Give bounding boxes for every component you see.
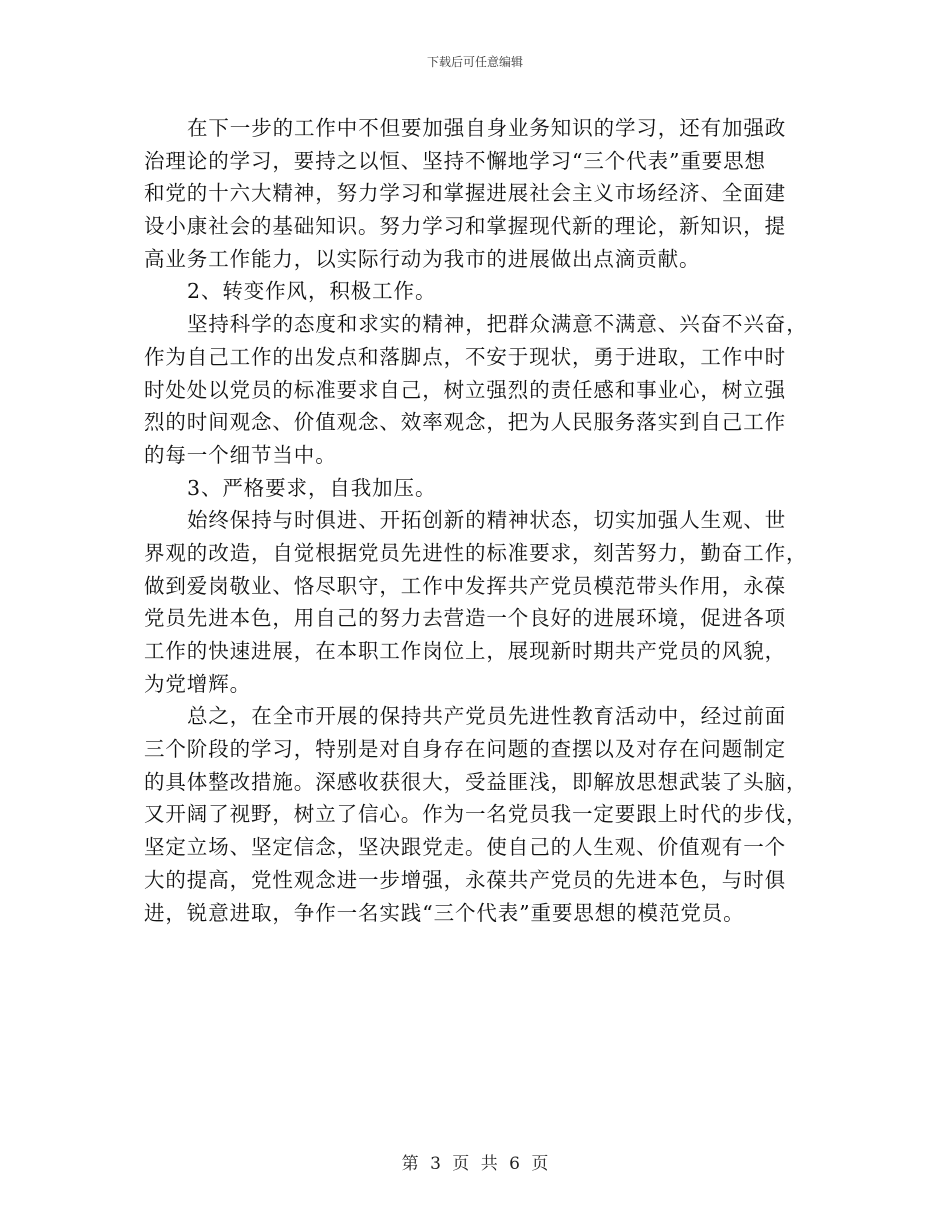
text-line: 和党的十六大精神，努力学习和掌握进展社会主义市场经济、全面建 — [144, 181, 786, 206]
text-line: 三个阶段的学习，特别是对自身存在问题的查摆以及对存在问题制定 — [144, 737, 786, 762]
text-line: 坚定立场、坚定信念，坚决跟党走。使自己的人生观、价值观有一个 — [144, 835, 786, 860]
document-body — [144, 112, 808, 929]
text-line: 为党增辉。 — [144, 671, 251, 696]
text-line: 进，锐意进取，争作一名实践“三个代表”重要思想的模范党员。 — [144, 900, 745, 925]
text-line: 时处处以党员的标准要求自己，树立强烈的责任感和事业心，树立强 — [144, 377, 786, 402]
text-line: 治理论的学习，要持之以恒、坚持不懈地学习“三个代表”重要思想 — [144, 148, 766, 173]
text-line: 高业务工作能力，以实际行动为我市的进展做出点滴贡献。 — [144, 246, 701, 271]
text-line: 大的提高，党性观念进一步增强，永葆共产党员的先进本色，与时俱 — [144, 867, 786, 892]
text-line: 坚持科学的态度和求实的精神，把群众满意不满意、兴奋不兴奋， — [187, 312, 808, 337]
text-line: 的具体整改措施。深感收获很大，受益匪浅，即解放思想武装了头脑， — [144, 769, 808, 794]
text-line: 又开阔了视野，树立了信心。作为一名党员我一定要跟上时代的步伐， — [144, 802, 808, 827]
text-line: 在下一步的工作中不但要加强自身业务知识的学习，还有加强政 — [187, 116, 787, 140]
text-line: 烈的时间观念、价值观念、效率观念，把为人民服务落实到自己工作 — [144, 410, 786, 435]
text-line: 做到爱岗敬业、恪尽职守，工作中发挥共产党员模范带头作用，永葆 — [144, 573, 786, 598]
text-line: 党员先进本色，用自己的努力去营造一个良好的进展环境，促进各项 — [144, 606, 786, 631]
text-line: 设小康社会的基础知识。努力学习和掌握现代新的理论，新知识，提 — [144, 214, 786, 239]
text-line: 始终保持与时俱进、开拓创新的精神状态，切实加强人生观、世 — [187, 508, 787, 533]
text-line: 2、转变作风，积极工作。 — [187, 279, 437, 304]
page-footer: 第 3 页 共 6 页 — [401, 1154, 549, 1174]
text-line: 作为自己工作的出发点和落脚点，不安于现状，勇于进取，工作中时 — [144, 344, 786, 369]
text-line: 总之，在全市开展的保持共产党员先进性教育活动中，经过前面 — [187, 704, 787, 729]
text-line: 工作的快速进展，在本职工作岗位上，展现新时期共产党员的风貌， — [144, 639, 786, 663]
page-header: 下载后可任意编辑 — [426, 55, 523, 69]
text-line: 界观的改造，自觉根据党员先进性的标准要求，刻苦努力，勤奋工作， — [144, 540, 808, 565]
text-line: 的每一个细节当中。 — [144, 442, 337, 467]
text-line: 3、严格要求，自我加压。 — [187, 475, 437, 500]
